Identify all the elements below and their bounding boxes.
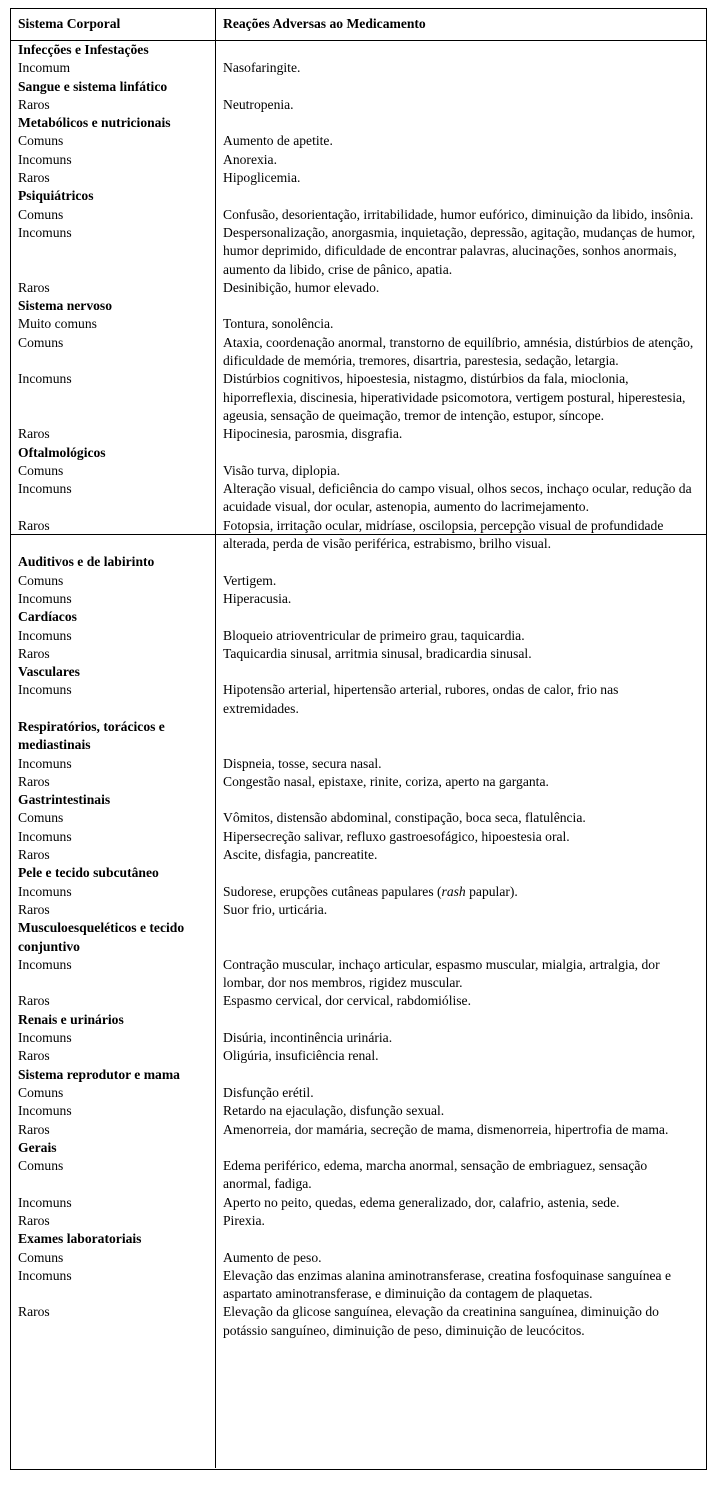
- table-row: [10, 517, 707, 554]
- table-row: [10, 681, 707, 718]
- table-row: [10, 901, 707, 919]
- header-body-system: Sistema Corporal: [18, 16, 121, 32]
- table-row: [10, 572, 707, 590]
- category-title: Musculoesqueléticos e tecido conjuntivo: [18, 920, 185, 954]
- adverse-reactions-cell: Espasmo cervical, dor cervical, rabdomiólise.: [223, 993, 471, 1009]
- frequency-cell: Comuns: [18, 206, 64, 222]
- frequency-cell: Raros: [18, 645, 50, 661]
- category-title: Respiratórios, torácicos e mediastinais: [18, 718, 165, 753]
- category-title: Metabólicos e nutricionais: [18, 115, 171, 131]
- table-row: [10, 151, 707, 169]
- category-title: Oftalmológicos: [18, 444, 106, 460]
- category-row: [10, 663, 707, 681]
- frequency-cell: Incomum: [18, 60, 71, 76]
- adverse-reactions-cell: Desinibição, humor elevado.: [223, 279, 380, 295]
- table-row: [10, 846, 707, 864]
- frequency-cell: Comuns: [18, 810, 64, 826]
- frequency-cell: Raros: [18, 96, 50, 112]
- frequency-cell: Incomuns: [18, 1103, 72, 1119]
- category-row: [10, 114, 707, 132]
- category-blank-cell: [215, 1011, 707, 1029]
- table-row: [10, 1029, 707, 1047]
- frequency-cell: Incomuns: [18, 755, 72, 771]
- category-blank-cell: [215, 791, 707, 809]
- category-title: Sistema reprodutor e mama: [18, 1066, 180, 1082]
- table-row: [10, 1084, 707, 1102]
- adverse-reactions-cell: Oligúria, insuficiência renal.: [223, 1048, 379, 1064]
- frequency-cell: Raros: [18, 1213, 50, 1228]
- category-blank-cell: [215, 297, 707, 315]
- table-row: [10, 1249, 707, 1267]
- adverse-reactions-cell: Visão turva, diplopia.: [223, 462, 340, 478]
- adverse-reactions-cell: Aumento de apetite.: [223, 133, 333, 149]
- category-row: [10, 864, 707, 882]
- table-row: [10, 480, 707, 517]
- adverse-reactions-cell: Aumento de peso.: [223, 1249, 322, 1265]
- adverse-reactions-cell: Amenorreia, dor mamária, secreção de mama, dismenorreia, hipertrofia de mama.: [223, 1121, 669, 1137]
- table-row: [10, 627, 707, 645]
- frequency-cell: Raros: [18, 773, 50, 789]
- frequency-cell: Raros: [18, 426, 50, 442]
- category-blank-cell: [215, 41, 707, 59]
- frequency-cell: Raros: [18, 1304, 50, 1320]
- table-body: [10, 8, 707, 1340]
- table-row: [10, 334, 707, 371]
- adverse-reactions-cell: Neutropenia.: [223, 96, 294, 112]
- adverse-reactions-cell: Tontura, sonolência.: [223, 316, 334, 332]
- adverse-reactions-cell: Elevação da glicose sanguínea, elevação da creatinina sanguínea, diminuição do potássio sanguíneo, diminuição de peso, diminuição de leucócitos.: [223, 1304, 659, 1338]
- adverse-reactions-cell: Fotopsia, irritação ocular, midríase, oscilopsia, percepção visual de profundidade alterada, perda de visão periférica, estrabismo, brilho visual.: [223, 517, 664, 552]
- category-title: Sistema nervoso: [18, 298, 113, 314]
- category-blank-cell: [215, 444, 707, 462]
- adverse-reactions-cell: Contração muscular, inchaço articular, espasmo muscular, mialgia, artralgia, dor lombar, dor nos membros, rigidez muscular.: [223, 956, 660, 991]
- table-row: [10, 315, 707, 333]
- table-row: [10, 1102, 707, 1120]
- frequency-cell: Comuns: [18, 1249, 64, 1265]
- category-row: [10, 1011, 707, 1029]
- frequency-cell: Raros: [18, 847, 50, 863]
- adverse-reactions-cell: Dispneia, tosse, secura nasal.: [223, 755, 382, 771]
- category-blank-cell: [215, 1139, 707, 1157]
- frequency-cell: Raros: [18, 170, 50, 186]
- frequency-cell: Comuns: [18, 1084, 64, 1100]
- table-row: [10, 992, 707, 1010]
- category-row: [10, 187, 707, 205]
- adverse-reactions-cell: Aperto no peito, quedas, edema generalizado, dor, calafrio, astenia, sede.: [223, 1194, 620, 1210]
- frequency-cell: Incomuns: [18, 151, 72, 167]
- header-adverse-reactions: Reações Adversas ao Medicamento: [223, 16, 426, 32]
- category-title: Pele e tecido subcutâneo: [18, 865, 159, 881]
- adverse-reactions-cell: Hipocinesia, parosmia, disgrafia.: [223, 426, 403, 442]
- adverse-reactions-cell: Pirexia.: [223, 1213, 265, 1228]
- adverse-reactions-cell: Despersonalização, anorgasmia, inquietação, depressão, agitação, mudanças de humor, humor deprimido, dificuldade de encontrar palavras, alucinações, sonhos anormais, aumento da libido, crise de pânico, apatia.: [223, 224, 696, 277]
- table-row: [10, 1303, 707, 1340]
- adverse-reactions-cell: Sudorese, erupções cutâneas papulares (rash papular).: [223, 883, 518, 899]
- category-row: [10, 553, 707, 571]
- category-blank-cell: [215, 919, 707, 956]
- table-row: [10, 96, 707, 114]
- category-row: [10, 297, 707, 315]
- adverse-reactions-cell: Hipersecreção salivar, refluxo gastroesofágico, hipoestesia oral.: [223, 828, 570, 844]
- table-row: [10, 59, 707, 77]
- adverse-reactions-cell: Hipotensão arterial, hipertensão arterial, rubores, ondas de calor, frio nas extremidades.: [223, 682, 619, 716]
- frequency-cell: Incomuns: [18, 1030, 72, 1046]
- frequency-cell: Comuns: [18, 572, 64, 588]
- category-blank-cell: [215, 1066, 707, 1084]
- category-blank-cell: [215, 663, 707, 681]
- adverse-reactions-cell: Distúrbios cognitivos, hipoestesia, nistagmo, distúrbios da fala, mioclonia, hiporreflexia, discinesia, hiperatividade psicomotora, vertigem postural, hiperestesia, ageusia, sensação de queimação, tremor de intenção, estupor, síncope.: [223, 371, 686, 423]
- table-row: [10, 1121, 707, 1139]
- category-blank-cell: [215, 187, 707, 205]
- category-title: Vasculares: [18, 664, 80, 680]
- category-row: [10, 718, 707, 755]
- frequency-cell: Incomuns: [18, 1267, 72, 1283]
- table-row: [10, 1194, 707, 1212]
- adverse-reactions-cell: Ataxia, coordenação anormal, transtorno de equilíbrio, amnésia, distúrbios de atenção, dificuldade de memória, tremores, disartria, parestesia, sedação, letargia.: [223, 334, 694, 369]
- adverse-reactions-cell: Disfunção erétil.: [223, 1084, 314, 1100]
- table-row: [10, 169, 707, 187]
- frequency-cell: Incomuns: [18, 590, 72, 606]
- category-row: [10, 1230, 707, 1248]
- adverse-reactions-cell: Vertigem.: [223, 572, 277, 588]
- frequency-cell: Comuns: [18, 334, 64, 350]
- category-row: [10, 41, 707, 59]
- table-header-row: [10, 8, 707, 41]
- table-row: [10, 828, 707, 846]
- category-title: Sangue e sistema linfático: [18, 78, 168, 94]
- category-blank-cell: [215, 553, 707, 571]
- frequency-cell: Incomuns: [18, 682, 72, 698]
- frequency-cell: Raros: [18, 1121, 50, 1137]
- adverse-reactions-cell: Congestão nasal, epistaxe, rinite, coriza, aperto na garganta.: [223, 773, 549, 789]
- category-row: [10, 1139, 707, 1157]
- frequency-cell: Incomuns: [18, 883, 72, 899]
- adverse-reactions-cell: Nasofaringite.: [223, 60, 301, 76]
- table-row: [10, 1267, 707, 1304]
- frequency-cell: Raros: [18, 1048, 50, 1064]
- category-title: Psiquiátricos: [18, 188, 94, 204]
- adverse-reactions-cell: Edema periférico, edema, marcha anormal, sensação de embriaguez, sensação anormal, fadiga.: [223, 1158, 648, 1192]
- category-blank-cell: [215, 78, 707, 96]
- category-title: Auditivos e de labirinto: [18, 554, 155, 570]
- frequency-cell: Raros: [18, 993, 50, 1009]
- frequency-cell: Incomuns: [18, 956, 72, 972]
- adverse-reactions-cell: Hipoglicemia.: [223, 170, 301, 186]
- adverse-reactions-cell: Elevação das enzimas alanina aminotransferase, creatina fosfoquinase sanguínea e aspartato aminotransferase, e diminuição da contagem de plaquetas.: [223, 1267, 672, 1302]
- frequency-cell: Incomuns: [18, 481, 72, 497]
- category-title: Gerais: [18, 1139, 57, 1155]
- adverse-reactions-cell: Anorexia.: [223, 151, 277, 167]
- frequency-cell: Incomuns: [18, 224, 72, 240]
- category-row: [10, 1066, 707, 1084]
- frequency-cell: Incomuns: [18, 627, 72, 643]
- adverse-reactions-cell: Ascite, disfagia, pancreatite.: [223, 847, 378, 863]
- frequency-cell: Raros: [18, 279, 50, 295]
- table-row: [10, 279, 707, 297]
- frequency-cell: Comuns: [18, 133, 64, 149]
- table-row: [10, 590, 707, 608]
- frequency-cell: Comuns: [18, 1158, 64, 1174]
- adverse-reactions-cell: Retardo na ejaculação, disfunção sexual.: [223, 1103, 445, 1119]
- adverse-reactions-cell: Taquicardia sinusal, arritmia sinusal, bradicardia sinusal.: [223, 645, 532, 661]
- frequency-cell: Incomuns: [18, 828, 72, 844]
- frequency-cell: Raros: [18, 901, 50, 917]
- frequency-cell: Raros: [18, 517, 50, 533]
- table-row: [10, 132, 707, 150]
- category-row: [10, 919, 707, 956]
- category-title: Exames laboratoriais: [18, 1231, 142, 1247]
- table-row: [10, 773, 707, 791]
- category-row: [10, 608, 707, 626]
- category-row: [10, 791, 707, 809]
- table-row: [10, 1157, 707, 1194]
- adverse-reactions-cell: Alteração visual, deficiência do campo visual, olhos secos, inchaço ocular, redução da acuidade visual, dor ocular, astenopia, aumento do lacrimejamento.: [223, 481, 692, 515]
- adverse-reactions-cell: Vômitos, distensão abdominal, constipação, boca seca, flatulência.: [223, 810, 586, 826]
- frequency-cell: Incomuns: [18, 1194, 72, 1210]
- category-blank-cell: [215, 718, 707, 755]
- frequency-cell: Comuns: [18, 462, 64, 478]
- table-row: [10, 224, 707, 279]
- category-blank-cell: [215, 608, 707, 626]
- category-blank-cell: [215, 1230, 707, 1248]
- adverse-reactions-cell: Disúria, incontinência urinária.: [223, 1030, 393, 1046]
- category-blank-cell: [215, 864, 707, 882]
- category-title: Cardíacos: [18, 609, 77, 625]
- table-row: [10, 370, 707, 425]
- table-row: [10, 645, 707, 663]
- category-row: [10, 444, 707, 462]
- table-row: [10, 809, 707, 827]
- category-title: Gastrintestinais: [18, 792, 111, 808]
- adverse-reactions-cell: Suor frio, urticária.: [223, 901, 328, 917]
- adverse-reactions-cell: Bloqueio atrioventricular de primeiro grau, taquicardia.: [223, 627, 525, 643]
- table-row: [10, 206, 707, 224]
- category-title: Renais e urinários: [18, 1011, 124, 1027]
- table-row: [10, 883, 707, 901]
- frequency-cell: Muito comuns: [18, 316, 97, 332]
- category-title: Infecções e Infestações: [18, 42, 149, 57]
- table-row: [10, 755, 707, 773]
- frequency-cell: Incomuns: [18, 371, 72, 387]
- table-row: [10, 425, 707, 443]
- table-row: [10, 1047, 707, 1065]
- table-row: [10, 462, 707, 480]
- category-blank-cell: [215, 114, 707, 132]
- table-row: [10, 956, 707, 993]
- adverse-reactions-cell: Confusão, desorientação, irritabilidade, humor eufórico, diminuição da libido, insônia.: [223, 206, 694, 222]
- adverse-reactions-cell: Hiperacusia.: [223, 590, 292, 606]
- category-row: [10, 78, 707, 96]
- table-row: [10, 1212, 707, 1230]
